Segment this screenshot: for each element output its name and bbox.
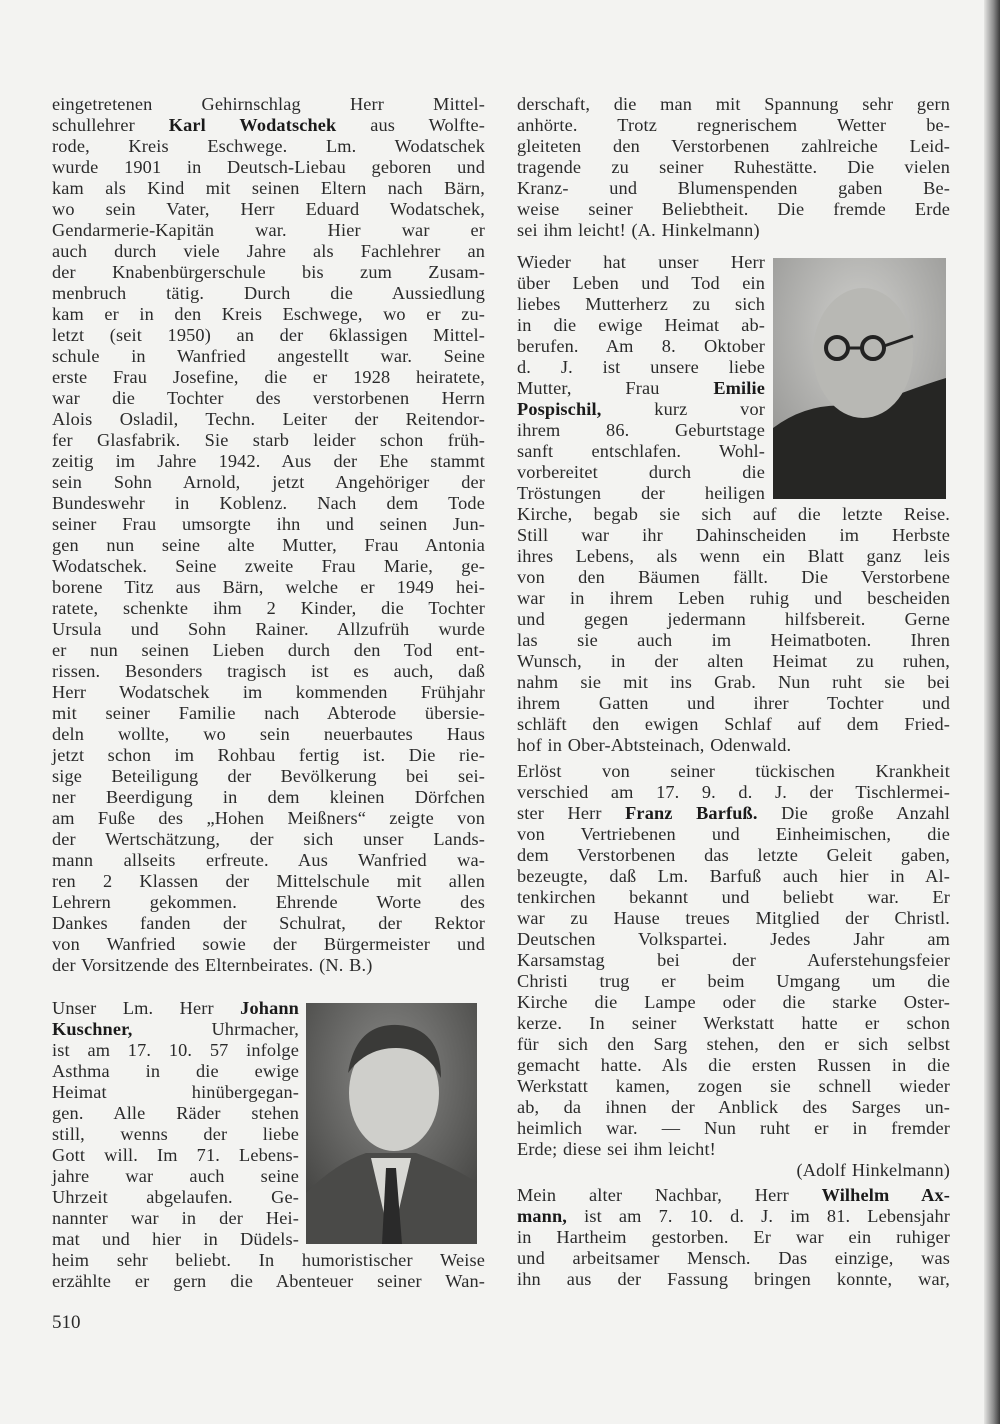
bold-name: Karl Wodatschek <box>168 115 337 135</box>
obituary-wodatschek <box>52 94 485 976</box>
text-line: rissen. Besonders tragisch ist es auch, daß <box>52 661 485 681</box>
bold-name: Johann <box>240 998 299 1018</box>
text-line: zeitig im Jahre 1942. Aus der Ehe stammt <box>52 451 485 471</box>
text-line <box>517 803 950 824</box>
text-line: fer Glasfabrik. Sie starb leider schon früh- <box>52 430 485 450</box>
text-line: in Hartheim gestorben. Er war ein ruhiger <box>517 1227 950 1247</box>
portrait-photo-emilie-pospischil <box>773 258 946 499</box>
bold-name: Emilie <box>713 378 765 398</box>
text-line: über Leben und Tod ein <box>517 273 765 293</box>
text-line: liebes Mutterherz zu sich <box>517 294 765 314</box>
text-line: Kranz- und Blumenspenden gaben Be- <box>517 178 950 198</box>
text-line: in die ewige Heimat ab- <box>517 315 765 335</box>
text-segment: ist am 7. 10. d. J. im 81. Lebensjahr <box>567 1206 950 1226</box>
text-line: am Fuße des „Hohen Meißners“ zeigte von <box>52 808 485 828</box>
text-line: letzt (seit 1950) an der 6klassigen Mittel- <box>52 325 485 345</box>
text-line: Deutschen Volkspartei. Jedes Jahr am <box>517 929 950 949</box>
text-line: mit seiner Familie nach Abterode übersie- <box>52 703 485 723</box>
page-number: 510 <box>52 1312 81 1333</box>
text-line: erzählte er gern die Abenteuer seiner Wan- <box>52 1271 485 1291</box>
text-line <box>517 378 765 399</box>
text-line <box>52 115 485 136</box>
text-line: ab, da ihnen der Anblick des Sarges un- <box>517 1097 950 1117</box>
text-line: Christi trug er beim Umgang um die <box>517 971 950 991</box>
text-line: ihrem 86. Geburtstage <box>517 420 765 440</box>
bold-name: Kuschner, <box>52 1019 133 1039</box>
text-line: Karsamstag bei der Auferstehungsfeier <box>517 950 950 970</box>
text-line: war zu Hause treues Mitglied der Christl. <box>517 908 950 928</box>
text-line: Still war ihr Dahinscheiden im Herbste <box>517 525 950 545</box>
obituary-pospischil-continued <box>517 504 950 756</box>
text-line: verschied am 17. 9. d. J. der Tischlermei- <box>517 782 950 802</box>
text-line: heimlich war. — Nun ruht er in fremder <box>517 1118 950 1138</box>
text-line: Gendarmerie-Kapitän war. Hier war er <box>52 220 485 240</box>
bold-name: Wilhelm Ax- <box>821 1185 950 1205</box>
text-line: Erde; diese sei ihm leicht! <box>517 1139 716 1159</box>
text-line: sanft entschlafen. Wohl- <box>517 441 765 461</box>
bold-name: Pospischil, <box>517 399 602 419</box>
text-line <box>517 399 765 420</box>
text-line: derschaft, die man mit Spannung sehr gern <box>517 94 950 114</box>
text-line: Gott will. Im 71. Lebens- <box>52 1145 299 1165</box>
text-segment: ster Herr <box>517 803 626 823</box>
text-line: Alois Osladil, Techn. Leiter der Reitendor- <box>52 409 485 429</box>
text-line: sein Sohn Arnold, jetzt Angehöriger der <box>52 472 485 492</box>
text-line: heim sehr beliebt. In humoristischer Weise <box>52 1250 485 1270</box>
text-segment: aus Wolfte- <box>336 115 486 135</box>
text-line: Lehrern gekommen. Ehrende Worte des <box>52 892 485 912</box>
text-line: Wieder hat unser Herr <box>517 252 765 272</box>
text-segment: Unser Lm. Herr <box>52 998 241 1018</box>
text-line: ihrem Gatten und ihrer Tochter und <box>517 693 950 713</box>
text-line: ihres Lebens, als wenn ein Blatt ganz leis <box>517 546 950 566</box>
text-line: und arbeitsamer Mensch. Das einzige, was <box>517 1248 950 1268</box>
obituary-kuschner-continued <box>52 1250 485 1292</box>
text-line: ner Beerdigung in dem kleinen Dörfchen <box>52 787 485 807</box>
text-line: weise seiner Beliebtheit. Die fremde Erde <box>517 199 950 219</box>
text-line: sei ihm leicht! (A. Hinkelmann) <box>517 220 760 240</box>
text-line: Herr Wodatschek im kommenden Frühjahr <box>52 682 485 702</box>
text-line: nannter war in der Hei- <box>52 1208 299 1228</box>
text-line: ren 2 Klassen der Mittelschule mit allen <box>52 871 485 891</box>
text-line: vorbereitet durch die <box>517 462 765 482</box>
text-line: mat und hier in Düdels- <box>52 1229 299 1249</box>
text-line: hof in Ober-Abtsteinach, Odenwald. <box>517 735 792 755</box>
text-line: von Vertriebenen und Einheimischen, die <box>517 824 950 844</box>
text-line: schläft den ewigen Schlaf auf dem Fried- <box>517 714 950 734</box>
text-line: Kirche, begab sie sich auf die letzte Reise. <box>517 504 950 524</box>
text-line: Asthma in die ewige <box>52 1061 299 1081</box>
text-line: menbruch tätig. Durch die Aussiedlung <box>52 283 485 303</box>
portrait-photo-johann-kuschner <box>306 1003 477 1244</box>
text-line: las sie auch im Heimatboten. Ihren <box>517 630 950 650</box>
signature-block <box>517 1160 950 1181</box>
text-line: auch durch viele Jahre als Fachlehrer an <box>52 241 485 261</box>
obituary-wodatschek-continued <box>517 94 950 241</box>
text-line: Tröstungen der heiligen <box>517 483 765 503</box>
page-edge-shadow <box>984 0 1000 1424</box>
text-line: für sich den Sarg stehen, den er sich selbst <box>517 1034 950 1054</box>
text-segment: kurz vor <box>601 399 765 419</box>
text-line: war in ihrem Leben ruhig und bescheiden <box>517 588 950 608</box>
text-line: rode, Kreis Eschwege. Lm. Wodatschek <box>52 136 485 156</box>
text-line: Kirche die Lampe oder die starke Oster- <box>517 992 950 1012</box>
text-line: Bundeswehr in Koblenz. Nach dem Tode <box>52 493 485 513</box>
signature-adolf-hinkelmann: (Adolf Hinkelmann) <box>796 1160 950 1180</box>
text-line: eingetretenen Gehirnschlag Herr Mittel- <box>52 94 485 114</box>
text-line: tragende zu seiner Ruhestätte. Die vielen <box>517 157 950 177</box>
text-line: berufen. Am 8. Oktober <box>517 336 765 356</box>
text-line: ihn aus der Fassung bringen konnte, war, <box>517 1269 950 1289</box>
text-line: Ursula und Sohn Rainer. Allzufrüh wurde <box>52 619 485 639</box>
text-line: Werkstatt kamen, zogen sie schnell wieder <box>517 1076 950 1096</box>
text-line: schule in Wanfried angestellt war. Seine <box>52 346 485 366</box>
text-line: ist am 17. 10. 57 infolge <box>52 1040 299 1060</box>
text-line: der Knabenbürgerschule bis zum Zusam- <box>52 262 485 282</box>
text-line: kerze. In seiner Werkstatt hatte er schon <box>517 1013 950 1033</box>
obituary-axmann <box>517 1185 950 1290</box>
text-line: er nun seinen Lieben durch den Tod ent- <box>52 640 485 660</box>
text-line <box>52 998 299 1019</box>
text-line: der Vorsitzende des Elternbeirates. (N. B.) <box>52 955 373 975</box>
text-segment: Uhrmacher, <box>132 1019 299 1039</box>
bold-name: Franz Barfuß. <box>625 803 758 823</box>
text-line: kam er in den Kreis Eschwege, wo er zu- <box>52 304 485 324</box>
text-line <box>517 1185 950 1206</box>
text-segment: schullehrer <box>52 115 169 135</box>
text-line: tenkirchen bekannt und beliebt war. Er <box>517 887 950 907</box>
text-line: war die Tochter des verstorbenen Herrn <box>52 388 485 408</box>
text-segment: Die große Anzahl <box>757 803 950 823</box>
text-line: wo sein Vater, Herr Eduard Wodatschek, <box>52 199 485 219</box>
text-line: jetzt schon im Rohbau fertig ist. Die rie- <box>52 745 485 765</box>
bold-name: mann, <box>517 1206 568 1226</box>
text-line: gemacht hatte. Als die ersten Russen in die <box>517 1055 950 1075</box>
text-line: d. J. ist unsere liebe <box>517 357 765 377</box>
text-line: gleiteten den Verstorbenen zahlreiche Leid- <box>517 136 950 156</box>
obituary-pospischil-beside-photo <box>517 252 765 504</box>
text-segment: Mein alter Nachbar, Herr <box>517 1185 822 1205</box>
text-line: still, wenns der liebe <box>52 1124 299 1144</box>
text-line: von Wanfried sowie der Bürgermeister und <box>52 934 485 954</box>
text-line: der Wertschätzung, der sich unser Lands- <box>52 829 485 849</box>
text-line: Erlöst von seiner tückischen Krankheit <box>517 761 950 781</box>
text-line: sige Beteiligung der Bevölkerung bei sei- <box>52 766 485 786</box>
text-line: borene Titz aus Bärn, welche er 1949 hei- <box>52 577 485 597</box>
text-line: erste Frau Josefine, die er 1928 heiratete, <box>52 367 485 387</box>
text-line: deln wollte, wo sein neuerbautes Haus <box>52 724 485 744</box>
text-line: und gegen jedermann hilfsbereit. Gerne <box>517 609 950 629</box>
text-line: Uhrzeit abgelaufen. Ge- <box>52 1187 299 1207</box>
text-line: anhörte. Trotz regnerischem Wetter be- <box>517 115 950 135</box>
text-line: ratete, schenkte ihm 2 Kinder, die Tochter <box>52 598 485 618</box>
text-line <box>52 1019 299 1040</box>
text-line: Wodatschek. Seine zweite Frau Marie, ge- <box>52 556 485 576</box>
text-line: seiner Frau umsorgte ihn und seinen Jun- <box>52 514 485 534</box>
text-line: Dankes fanden der Schulrat, der Rektor <box>52 913 485 933</box>
obituary-kuschner-beside-photo <box>52 998 299 1250</box>
text-line: Heimat hinübergegan- <box>52 1082 299 1102</box>
text-line: mann allseits erfreute. Aus Wanfried wa- <box>52 850 485 870</box>
text-line: dem Verstorbenen das letzte Geleit gaben, <box>517 845 950 865</box>
text-line: nahm sie mit ins Grab. Nun ruht sie bei <box>517 672 950 692</box>
text-line: jahre war auch seine <box>52 1166 299 1186</box>
text-line: kam als Kind mit seinen Eltern nach Bärn, <box>52 178 485 198</box>
text-segment: Mutter, Frau <box>517 378 714 398</box>
text-line: gen. Alle Räder stehen <box>52 1103 299 1123</box>
text-line: gen nun seine alte Mutter, Frau Antonia <box>52 535 485 555</box>
text-line: bezeugte, daß Lm. Barfuß auch hier in Al- <box>517 866 950 886</box>
text-line: von den Bäumen fällt. Die Verstorbene <box>517 567 950 587</box>
text-line <box>517 1206 950 1227</box>
text-line: wurde 1901 in Deutsch-Liebau geboren und <box>52 157 485 177</box>
obituary-barfuss <box>517 761 950 1160</box>
text-line: Wunsch, in der alten Heimat zu ruhen, <box>517 651 950 671</box>
